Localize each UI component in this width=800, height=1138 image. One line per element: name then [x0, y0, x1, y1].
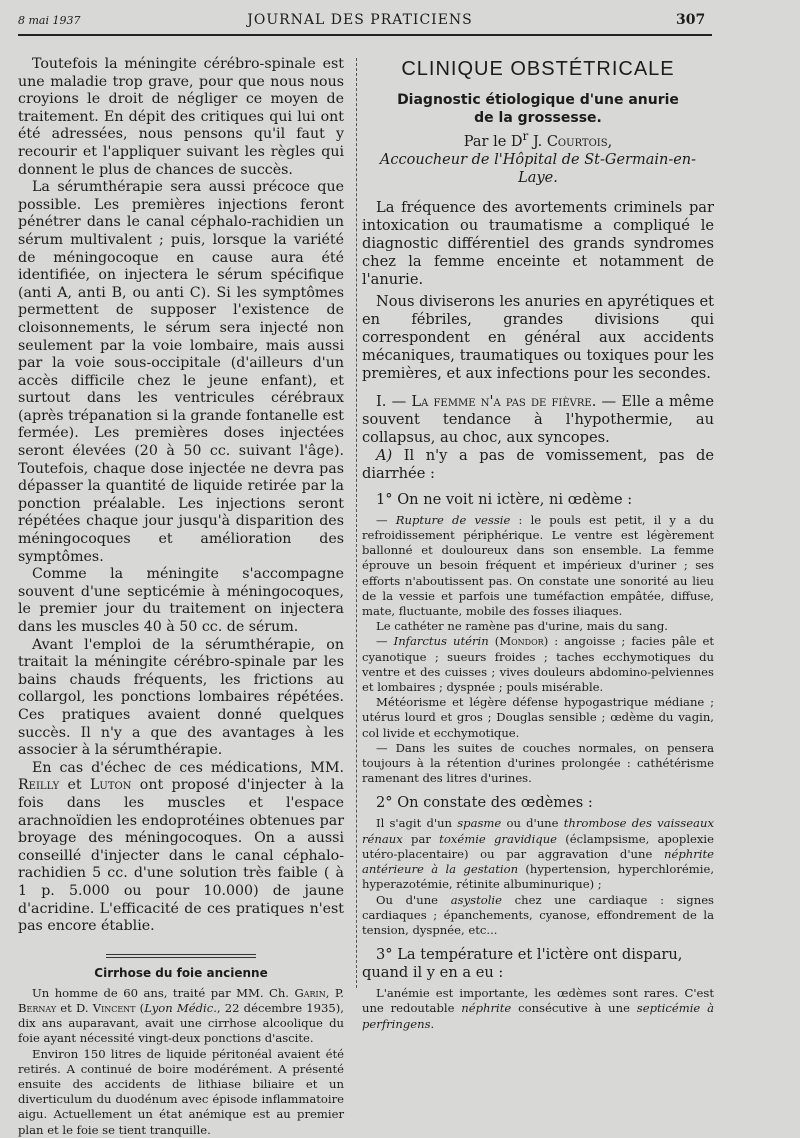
subsection-title: La femme n'a pas de fièvre. — [411, 392, 597, 410]
author-affiliation: Accoucheur de l'Hôpital de St-Germain-en-Laye. — [379, 151, 697, 186]
article-title: Cirrhose du foie ancienne — [94, 965, 268, 980]
author-name: P. Bernay — [18, 985, 344, 1015]
author-name: Garin — [294, 985, 326, 1000]
text-run: : le pouls est petit, il y a du refroidissement périphérique. Le ventre est légèrement ballonné et douloureux dans son ensemble. La femme éprouve un besoin fréquent et impérieux d'uriner ; ses efforts n'aboutissent pas. On constate une sonorité au lieu de la vessie et parfois une tuméfaction empâtée, diffuse, mate, fluctuante, mobile des fosses iliaques. — [362, 512, 714, 619]
text-run: A) — [376, 446, 393, 464]
text-run: consécutive à une — [511, 1001, 637, 1016]
term: thrombose des vaisseaux rénaux — [362, 816, 714, 846]
paragraph — [362, 634, 714, 695]
text-run: ( — [135, 1000, 145, 1015]
text-run: (hypertension, hyperchlorémie, hyperazotémie, rétinite albuminurique) ; — [362, 862, 715, 892]
author-name: J. Courtois, — [532, 133, 613, 150]
text-run: ont proposé d'injecter à la fois dans les muscles et l'espace arachnoïdien les endoprotéines obtenues par broyage des méningocoques. On a aussi conseillé d'injecter dans le canal céphalo-rachidien 5 cc. d'une solution très faible ( à 1 p. 5.000 ou pour 10.000) de jaune d'acridine. L'efficacité de ces pratiques n'est pas encore établie. — [18, 777, 344, 935]
paragraph — [18, 986, 344, 1047]
paragraph: — Dans les suites de couches normales, on pensera toujours à la rétention d'urines prolongée : cathétérisme ramenant des litres d'urines. — [362, 740, 714, 786]
left-column — [18, 56, 344, 1138]
paragraph — [18, 760, 344, 936]
article-title — [362, 91, 714, 127]
text-run: Un homme de 60 ans, traité par MM. Ch. — [32, 985, 295, 1000]
text-run: En cas d'échec de ces médications, MM. — [32, 759, 344, 776]
journal-reference: Lyon Médic. — [144, 1000, 217, 1015]
text-run: r — [522, 129, 529, 143]
column-divider — [356, 58, 357, 988]
paragraph — [362, 986, 714, 1032]
paragraph — [362, 447, 714, 483]
subheading: 1° On ne voit ni ictère, ni œdème : — [376, 490, 633, 508]
text-run: Il n'y a pas de vomissement, pas de diarrhée : — [362, 446, 714, 482]
text-run: — Elle a même souvent tendance à l'hypothermie, au collapsus, au choc, aux syncopes. — [362, 392, 714, 446]
paragraph — [362, 816, 714, 892]
text-run: et — [56, 1000, 76, 1015]
author-name: Mondor — [499, 634, 544, 649]
text-run: chez une cardiaque : signes cardiaques ; épanchements, cyanose, effondrement de la tension, dyspnée, etc... — [362, 892, 715, 937]
text-run: ( — [488, 634, 500, 649]
article-title-line: Diagnostic étiologique d'une anurie — [397, 92, 679, 108]
right-column — [362, 58, 714, 1032]
term: Rupture de vessie — [395, 512, 511, 527]
page-number: 307 — [676, 12, 706, 28]
term: néphrite — [461, 1001, 512, 1016]
paragraph: La fréquence des avortements criminels par intoxication ou traumatisme a compliqué le diagnostic différentiel des grands syndromes chez la femme enceinte et notamment de l'anurie. — [362, 198, 714, 288]
term: asystolie — [450, 892, 502, 907]
text-run: — — [376, 512, 396, 527]
author-name: Reilly — [18, 777, 60, 794]
text-run: I. — — [376, 392, 412, 410]
text-run: , 22 décembre 1935), dix ans auparavant, avait une cirrhose alcoolique du foie ayant nécessité vingt-deux ponctions d'ascite. — [18, 1000, 344, 1046]
term: néphrite antérieure à la gestation — [362, 846, 714, 877]
paragraph: Comme la méningite s'accompagne souvent d'une septicémie à méningocoques, le premier jour du traitement on injectera dans les muscles 40 à 50 cc. de sérum. — [18, 566, 344, 635]
paragraph — [362, 513, 714, 619]
text-run: , — [325, 985, 335, 1000]
section-separator — [106, 954, 256, 958]
paragraph — [362, 393, 714, 447]
subheading: 3° La température et l'ictère ont disparu, quand il y en a eu : — [362, 946, 683, 982]
term: septicémie à perfringens — [362, 1001, 715, 1031]
author-name: Luton — [89, 777, 132, 794]
term: toxémie gravidique — [439, 831, 558, 846]
text-run: Ou d'une — [376, 892, 451, 907]
term: spasme — [457, 816, 502, 831]
author-name: D. Vincent — [75, 1000, 136, 1015]
paragraph: Le cathéter ne ramène pas d'urine, mais du sang. — [376, 619, 668, 634]
text-run: ou d'une — [501, 816, 564, 831]
text-run: Par le D — [463, 133, 523, 150]
paragraph: Environ 150 litres de liquide péritonéal avaient été retirés. A continué de boire modérément. A présenté ensuite des accidents de lithiase biliaire et un diverticulum du duodénum avec épisode inflammatoire aigu. Actuellement un état anémique est au premier plan et le foie se tient tranquille. — [18, 1046, 344, 1137]
header-rule — [18, 34, 712, 36]
text-run: ) : angoisse ; facies pâle et cyanotique ; sueurs froides ; taches ecchymotiques du ventre et des cuisses ; vives douleurs abdomino-pelviennes et lombaires ; dyspnée ; pouls misérable. — [362, 634, 715, 695]
text-run: Il s'agit d'un — [376, 816, 458, 831]
paragraph: Avant l'emploi de la sérumthérapie, on traitait la méningite cérébro-spinale par les bains chauds fréquents, les frictions au collargol, les ponctions lombaires répétées. Ces pratiques avaient donné quelques succès. Il n'y a que des avantages à les associer à la sérumthérapie. — [18, 636, 344, 759]
issue-date: 8 mai 1937 — [18, 14, 81, 27]
text-run: . — [430, 1016, 435, 1031]
paragraph — [362, 893, 714, 939]
paragraph: Toutefois la méningite cérébro-spinale est une maladie trop grave, pour que nous nous croyions le droit de négliger ce moyen de traitement. En dépit des critiques qui lui ont été adressées, nous pensons qu'il faut y recourir et l'appliquer suivant les règles qui donnent le plus de chances de succès. — [18, 56, 344, 178]
journal-title: JOURNAL DES PRATICIENS — [247, 12, 473, 28]
term: Infarctus utérin — [393, 634, 489, 649]
text-run: — — [376, 634, 394, 649]
article-title-line: de la grossesse. — [474, 110, 602, 126]
subheading: 2° On constate des œdèmes : — [376, 794, 593, 812]
section-title: CLINIQUE OBSTÉTRICALE — [401, 58, 675, 80]
paragraph: Météorisme et légère défense hypogastrique médiane ; utérus lourd et gros ; Douglas sensible ; œdème du vagin, col livide et ecchymotique. — [362, 695, 714, 740]
article-author — [362, 127, 714, 151]
paragraph: Nous diviserons les anuries en apyrétiques et en fébriles, grandes divisions qui correspondent en général aux accidents mécaniques, traumatiques ou toxiques pour les premières, et aux infections pour les secondes. — [362, 292, 714, 382]
text-run: L'anémie est importante, les œdèmes sont rares. C'est une redoutable — [362, 986, 714, 1016]
text-run: par — [402, 831, 440, 846]
paragraph: La sérumthérapie sera aussi précoce que possible. Les premières injections feront pénétrer dans le canal céphalo-rachidien un sérum multivalent ; puis, lorsque la variété de méningocoque en cause aura été identifiée, on injectera le sérum spécifique (anti A, anti B, ou anti C). Si les symptômes permettent de supposer l'existence de cloisonnements, le sérum sera injecté non seulement par la voie lombaire, mais aussi par la voie sous-occipitale (d'ailleurs d'un accès difficile chez le jeune enfant), et surtout dans les ventricules cérébraux (après trépanation si la grande fontanelle est fermée). Les premières doses injectées seront élevées (20 à 50 cc. suivant l'âge). Toutefois, chaque dose injectée ne devra pas dépasser la quantité de liquide retirée par la ponction préalable. Les injections seront répétées chaque jour jusqu'à disparition des méningocoques et amélioration des symptômes. — [18, 179, 344, 565]
text-run: (éclampsisme, apoplexie utéro-placentaire) ou par aggravation d'une — [362, 831, 714, 861]
text-run: et — [59, 777, 90, 794]
